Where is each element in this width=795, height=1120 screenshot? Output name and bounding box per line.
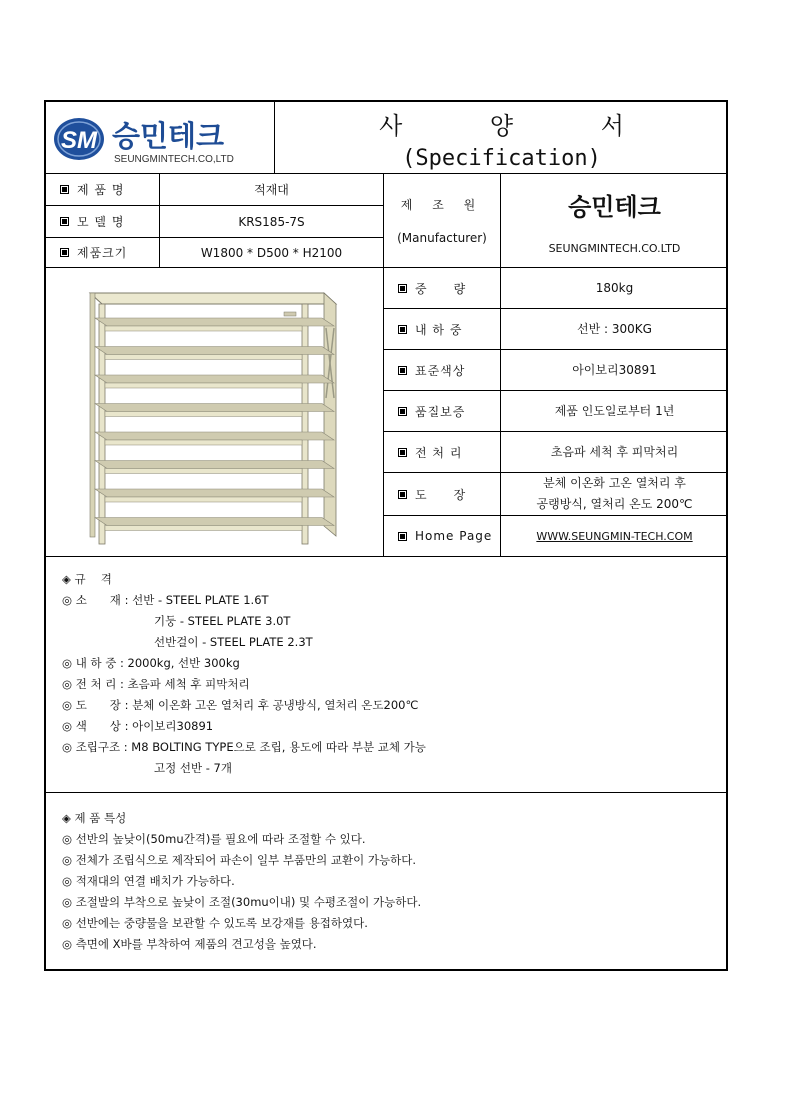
title-english: (Specification) — [402, 146, 601, 171]
title-korean: 사 양 서 — [379, 112, 664, 140]
standard-row: 고정 선반 - 7개 — [154, 761, 232, 775]
standard-row: ◎ 전 처 리 : 초음파 세척 후 피막처리 — [62, 677, 250, 691]
standard-row: 선반걸이 - STEEL PLATE 2.3T — [154, 635, 313, 649]
feature-row: ◎ 적재대의 연결 배치가 가능하다. — [62, 874, 235, 888]
spec-value — [501, 268, 728, 309]
spec-label-text: Home Page — [415, 529, 493, 543]
rack-shelf — [95, 375, 334, 383]
feature-row: ◎ 측면에 X바를 부착하여 제품의 견고성을 높였다. — [62, 937, 317, 951]
product-image-cell — [46, 268, 384, 557]
maker-label-cell — [384, 174, 501, 268]
square-bullet-icon — [398, 490, 407, 499]
standard-section — [46, 557, 728, 793]
homepage-url[interactable]: WWW.SEUNGMIN-TECH.COM — [536, 529, 693, 543]
feature-row: ◎ 선반에는 중량물을 보관할 수 있도록 보강재를 용접하였다. — [62, 916, 368, 930]
standard-row: ◎ 색 상 : 아이보리30891 — [62, 719, 214, 733]
spec-value — [501, 391, 728, 432]
features-notes — [62, 808, 421, 955]
spec-label — [384, 432, 501, 473]
spec-value-text: 제품 인도일로부터 1년 — [554, 403, 675, 418]
standard-row: ◎ 조립구조 : M8 BOLTING TYPE으로 조립, 용도에 따라 부분 교체 가능 — [62, 740, 426, 754]
spec-value-line: 공랭방식, 열처리 온도 200℃ — [536, 497, 693, 511]
spec-value-text: 초음파 세척 후 피막처리 — [550, 444, 679, 459]
standard-row: ◎ 내 하 중 : 2000kg, 선반 300kg — [62, 656, 240, 670]
standard-row: ◎ 도 장 : 분체 이온화 고온 열처리 후 공냉방식, 열처리 온도200℃ — [62, 698, 419, 712]
square-bullet-icon — [398, 366, 407, 375]
maker-label: 제 조 원 — [400, 198, 484, 212]
square-bullet-icon — [398, 284, 407, 293]
rack-shelves — [95, 318, 334, 531]
features-section — [46, 793, 728, 971]
rack-shelf-front — [105, 383, 302, 388]
rack-shelf — [95, 489, 334, 497]
logo-name-text: 승민테크 — [112, 119, 225, 153]
model-label: 모 델 명 — [46, 206, 160, 238]
spec-value-text: 아이보리30891 — [572, 362, 657, 377]
rack-shelf — [95, 347, 334, 355]
rack-shelf — [95, 404, 334, 412]
standard-notes — [62, 569, 426, 779]
square-bullet-icon — [398, 325, 407, 334]
rack-shelf-front — [105, 412, 302, 417]
spec-label-text: 표준색상 — [415, 363, 466, 378]
logo-mark-text: SM — [61, 127, 97, 154]
features-heading: ◈ 제 품 특성 — [62, 811, 127, 825]
spec-label — [384, 268, 501, 309]
title-cell — [275, 102, 728, 174]
spec-label-text: 품질보증 — [415, 404, 466, 419]
homepage-link[interactable] — [501, 516, 728, 557]
spec-label-text: 전 처 리 — [415, 445, 463, 460]
feature-row: ◎ 선반의 높낮이(50mu간격)를 필요에 따라 조절할 수 있다. — [62, 832, 366, 846]
spec-value-text: 선반 : 300KG — [577, 321, 652, 336]
logo-cell — [46, 102, 275, 174]
rack-shelf — [95, 432, 334, 440]
rack-shelf-front — [105, 526, 302, 531]
product-name-value: 적재대 — [160, 174, 384, 206]
spec-label — [384, 473, 501, 516]
spec-value — [501, 309, 728, 350]
rack-shelf — [95, 318, 334, 326]
square-bullet-icon — [398, 407, 407, 416]
maker-value-cell — [501, 174, 728, 268]
spec-value — [501, 432, 728, 473]
rack-shelf — [95, 461, 334, 469]
square-bullet-icon — [60, 217, 69, 226]
spec-label-text: 중 량 — [415, 281, 467, 296]
rack-shelf — [95, 518, 334, 526]
spec-label — [384, 391, 501, 432]
spec-label — [384, 309, 501, 350]
spec-label-text: 내 하 중 — [415, 322, 463, 337]
model-value: KRS185-7S — [160, 206, 384, 238]
product-name-label: 제 품 명 — [46, 174, 160, 206]
company-logo — [48, 104, 273, 172]
feature-row: ◎ 전체가 조립식으로 제작되어 파손이 일부 부품만의 교환이 가능하다. — [62, 853, 416, 867]
spec-label-text: 도 장 — [415, 487, 467, 502]
spec-sheet — [44, 100, 728, 971]
rack-shelf-front — [105, 440, 302, 445]
logo-sub-text: SEUNGMINTECH.CO,LTD — [114, 154, 234, 165]
square-bullet-icon — [60, 185, 69, 194]
spec-value-text: 180kg — [595, 280, 634, 295]
rack-shelf-front — [105, 355, 302, 360]
size-label: 제품크기 — [46, 238, 160, 268]
square-bullet-icon — [60, 248, 69, 257]
spec-value — [501, 473, 728, 516]
maker-name: 승민테크 — [568, 192, 661, 221]
feature-row: ◎ 조절발의 부착으로 높낮이 조절(30mu이내) 및 수평조절이 가능하다. — [62, 895, 422, 909]
square-bullet-icon — [398, 448, 407, 457]
spec-value-line: 분체 이온화 고온 열처리 후 — [543, 476, 686, 490]
square-bullet-icon — [398, 532, 407, 541]
maker-label-en: (Manufacturer) — [397, 231, 487, 245]
size-value: W1800 * D500 * H2100 — [160, 238, 384, 268]
rack-shelf-front — [105, 469, 302, 474]
shelf-rack-image — [46, 268, 384, 557]
rack-shelf-front — [105, 497, 302, 502]
spec-value — [501, 350, 728, 391]
spec-label — [384, 516, 501, 557]
maker-english: SEUNGMINTECH.CO.LTD — [548, 241, 681, 255]
standard-row: 기둥 - STEEL PLATE 3.0T — [154, 614, 291, 628]
rack-shelf-front — [105, 326, 302, 331]
standard-row: ◎ 소 재 : 선반 - STEEL PLATE 1.6T — [62, 593, 269, 607]
spec-label — [384, 350, 501, 391]
standard-heading: ◈ 규 격 — [62, 572, 112, 586]
